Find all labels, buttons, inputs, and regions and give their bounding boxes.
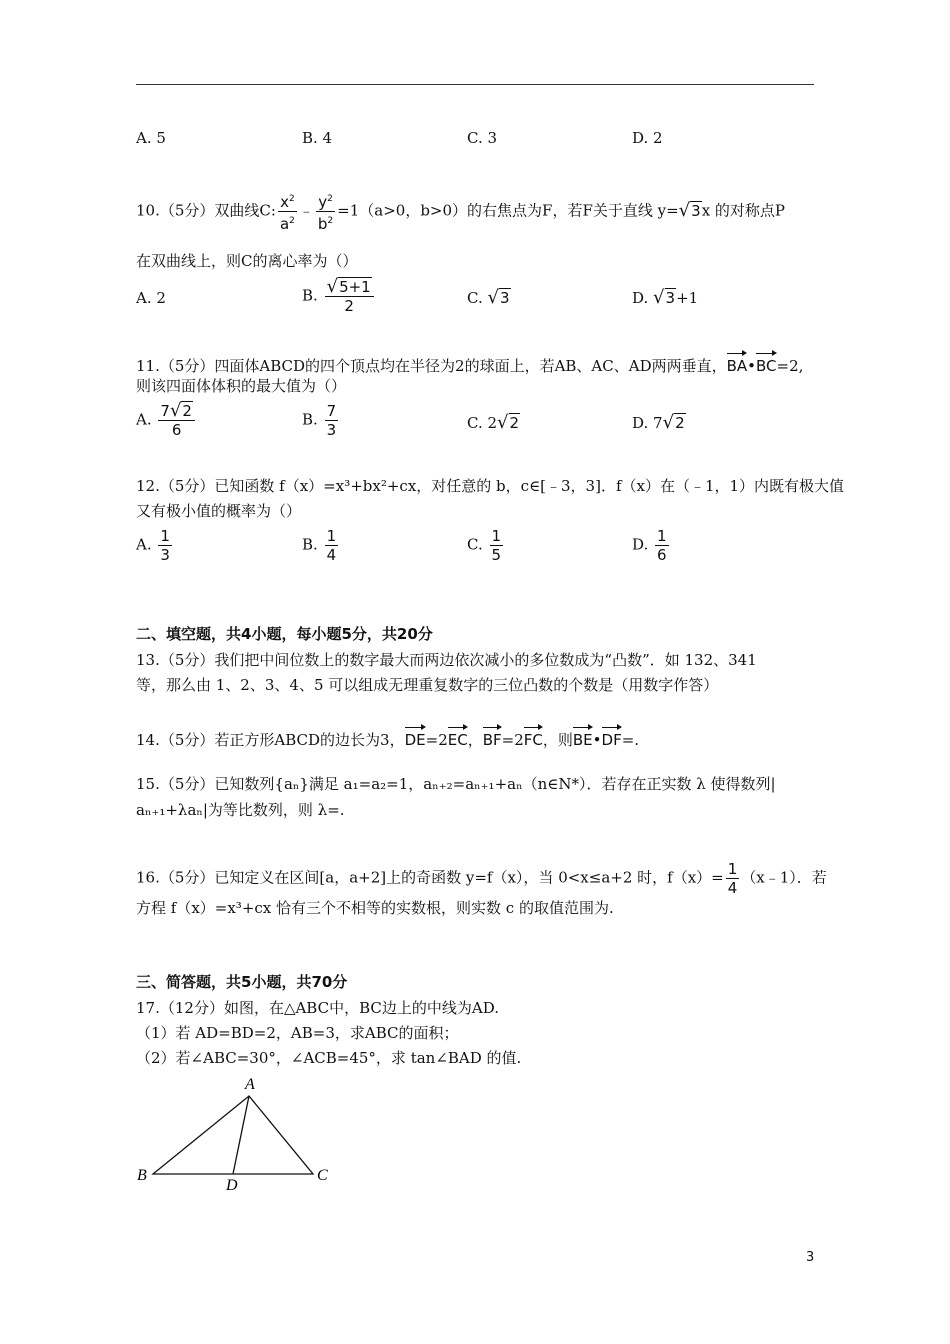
section-2-heading: 二、填空题，共4小题，每小题5分，共20分: [136, 625, 433, 643]
q12-option-c: C. $\frac{1}{5}$: [467, 527, 502, 564]
label-b: B: [137, 1167, 147, 1184]
q16-stem: 16.（5分）已知定义在区间[a，a+2]上的奇函数 y=f（x），当 0<x≤a+2 时，f（x）= $\frac{1}{4}$ （x﹣1）．若: [136, 860, 827, 897]
q17-part1: （1）若 AD=BD=2，AB=3，求ABC的面积；: [136, 1024, 459, 1042]
q11-stem-line2: 则该四面体体积的最大值为（）: [136, 377, 347, 395]
q10-stem: 10.（5分）双曲线C: $\frac{x^2}{a^2}$ ﹣ $\frac{y^2}{b^2}$ =1（a>0，b>0）的右焦点为F，若F关于直线 y=√3x 的对称点P: [136, 190, 785, 233]
header-rule: [136, 84, 814, 85]
page-number: 3: [806, 1250, 815, 1265]
q13-stem: 13.（5分）我们把中间位数上的数字最大而两边依次减小的多位数成为“凸数”．如 132、341: [136, 651, 757, 669]
q17-stem: 17.（12分）如图，在△ABC中，BC边上的中线为AD.: [136, 999, 499, 1017]
q12-option-d: D. $\frac{1}{6}$: [632, 527, 667, 564]
label-c: C: [317, 1167, 328, 1184]
q11-stem: 11.（5分）四面体ABCD的四个顶点均在半径为2的球面上，若AB、AC、AD两两垂直，BA•BC=2,: [136, 350, 803, 376]
triangle-figure: [130, 1072, 340, 1192]
q9-option-a: A. 5: [136, 129, 166, 147]
triangle-abc: [153, 1096, 313, 1174]
q12-stem-line2: 又有极小值的概率为（）: [136, 502, 302, 520]
q11-option-a: A. $\frac{7√2}{6}$: [136, 402, 197, 439]
q12-option-b: B. $\frac{1}{4}$: [302, 527, 337, 564]
q12-option-a: A. $\frac{1}{3}$: [136, 527, 170, 564]
q14-stem: 14.（5分）若正方形ABCD的边长为3，DE=2EC，BF=2FC，则BE•DF=.: [136, 724, 639, 750]
section-3-heading: 三、简答题，共5小题，共70分: [136, 973, 348, 991]
q10-option-b: B. $\frac{√5+1}{2}$: [302, 278, 376, 315]
label-d: D: [226, 1177, 238, 1192]
q10-stem-line2: 在双曲线上，则C的离心率为（）: [136, 252, 358, 270]
q9-option-b: B. 4: [302, 129, 333, 147]
q9-option-d: D. 2: [632, 129, 663, 147]
q16-stem-line2: 方程 f（x）=x³+cx 恰有三个不相等的实数根，则实数 c 的取值范围为.: [136, 899, 614, 917]
q12-stem: 12.（5分）已知函数 f（x）=x³+bx²+cx，对任意的 b，c∈[﹣3，3]．f（x）在（﹣1，1）内既有极大值: [136, 477, 845, 495]
label-a: A: [245, 1076, 255, 1093]
q11-option-c: C. 2√2: [467, 412, 520, 433]
q9-option-c: C. 3: [467, 129, 498, 147]
q13-stem-line2: 等，那么由 1、2、3、4、5 可以组成无理重复数字的三位凸数的个数是（用数字作答）: [136, 676, 719, 694]
q10-option-a: A. 2: [136, 289, 166, 307]
q15-stem: 15.（5分）已知数列{aₙ}满足 a₁=a₂=1，aₙ₊₂=aₙ₊₁+aₙ（n∈N*）．若存在正实数 λ 使得数列|: [136, 775, 776, 793]
q11-option-d: D. 7√2: [632, 412, 685, 433]
q10-option-d: D. √3+1: [632, 287, 699, 308]
q10-option-c: C. √3: [467, 287, 510, 308]
q17-part2: （2）若∠ABC=30°，∠ACB=45°，求 tan∠BAD 的值.: [136, 1049, 522, 1067]
q11-option-b: B. $\frac{7}{3}$: [302, 402, 337, 439]
q15-stem-line2: aₙ₊₁+λaₙ|为等比数列，则 λ=.: [136, 801, 345, 819]
